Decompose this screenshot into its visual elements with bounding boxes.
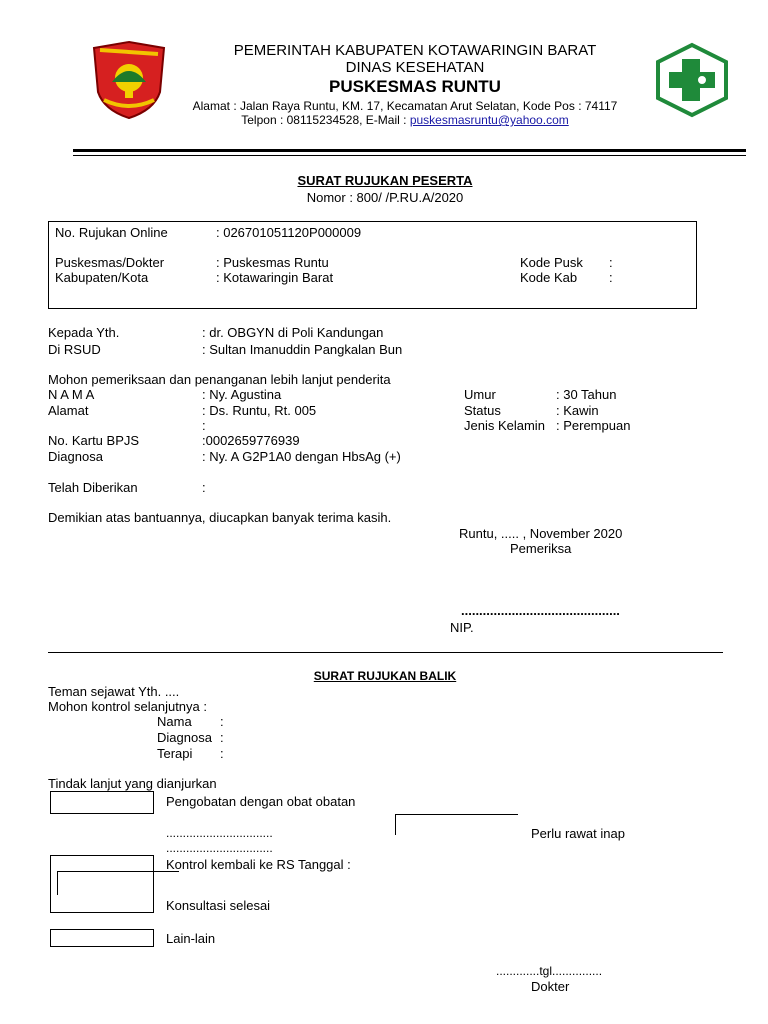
header-divider-thick bbox=[73, 149, 746, 152]
status-value: : Kawin bbox=[556, 403, 599, 418]
opt-lain-lain: Lain-lain bbox=[166, 931, 216, 946]
rawat-inap-checkbox-side bbox=[395, 814, 396, 835]
signature-line: ............................................ bbox=[461, 603, 620, 618]
letter-title: SURAT RUJUKAN PESERTA bbox=[297, 173, 473, 188]
contact-prefix: Telpon : 08115234528, E-Mail : bbox=[241, 113, 410, 127]
rujukan-value: : 026701051120P000009 bbox=[216, 225, 362, 240]
bpjs-value: :0002659776939 bbox=[202, 433, 300, 448]
examiner-role: Pemeriksa bbox=[510, 541, 572, 556]
closing-text: Demikian atas bantuannya, diucapkan banyak terima kasih. bbox=[48, 510, 392, 525]
opt-konsultasi-selesai: Konsultasi selesai bbox=[166, 898, 271, 913]
dokter-label: Dokter bbox=[531, 979, 570, 994]
alamat-value-2: : bbox=[202, 418, 206, 433]
nip-label: NIP. bbox=[450, 620, 474, 635]
kepada-label: Kepada Yth. bbox=[48, 325, 120, 340]
balik-title: SURAT RUJUKAN BALIK bbox=[313, 669, 457, 683]
balik-greeting: Teman sejawat Yth. .... bbox=[48, 684, 180, 699]
kode-kab-label: Kode Kab bbox=[520, 270, 578, 285]
balik-diagnosa-label: Diagnosa bbox=[157, 730, 212, 745]
email-link[interactable]: puskesmasruntu@yahoo.com bbox=[409, 113, 569, 127]
status-label: Status bbox=[464, 403, 501, 418]
puskesmas-logo bbox=[654, 42, 730, 118]
kode-pusk-label: Kode Pusk bbox=[520, 255, 583, 270]
kode-kab-value: : bbox=[609, 270, 613, 285]
checkbox-pengobatan[interactable] bbox=[50, 791, 154, 814]
alamat-label: Alamat bbox=[48, 403, 89, 418]
checkbox-kontrol-konsultasi[interactable] bbox=[50, 855, 154, 913]
balik-terapi-colon: : bbox=[220, 746, 224, 761]
balik-kontrol: Mohon kontrol selanjutnya : bbox=[48, 699, 207, 714]
balik-diagnosa-colon: : bbox=[220, 730, 224, 745]
rawat-inap-checkbox-top[interactable] bbox=[395, 814, 518, 815]
opt-pengobatan: Pengobatan dengan obat obatan bbox=[166, 794, 356, 809]
diagnosa-value: : Ny. A G2P1A0 dengan HbsAg (+) bbox=[202, 449, 401, 464]
kabupaten-label: Kabupaten/Kota bbox=[55, 270, 149, 285]
kepada-value: : dr. OBGYN di Poli Kandungan bbox=[202, 325, 384, 340]
rsud-value: : Sultan Imanuddin Pangkalan Bun bbox=[202, 342, 403, 357]
rsud-label: Di RSUD bbox=[48, 342, 101, 357]
kotawaringin-barat-emblem bbox=[90, 40, 168, 120]
dots-line-1: ................................ bbox=[166, 826, 273, 840]
checkbox-lain-lain[interactable] bbox=[50, 929, 154, 947]
rujukan-label: No. Rujukan Online bbox=[55, 225, 168, 240]
dots-line-2: ................................ bbox=[166, 841, 273, 855]
balik-nama-colon: : bbox=[220, 714, 224, 729]
nama-label: N A M A bbox=[48, 387, 95, 402]
department-title: DINAS KESEHATAN bbox=[345, 59, 485, 76]
kode-pusk-value: : bbox=[609, 255, 613, 270]
bpjs-label: No. Kartu BPJS bbox=[48, 433, 140, 448]
diberikan-label: Telah Diberikan bbox=[48, 480, 138, 495]
inner-checkbox-top bbox=[57, 871, 179, 872]
letter-number: Nomor : 800/ /P.RU.A/2020 bbox=[306, 190, 464, 205]
tindak-lanjut-label: Tindak lanjut yang dianjurkan bbox=[48, 776, 217, 791]
puskesmas-value: : Puskesmas Runtu bbox=[216, 255, 329, 270]
section-divider bbox=[48, 652, 723, 653]
inner-checkbox-side bbox=[57, 871, 58, 895]
header-divider-thin bbox=[73, 155, 746, 156]
gov-title: PEMERINTAH KABUPATEN KOTAWARINGIN BARAT bbox=[233, 42, 597, 59]
tgl-line: .............tgl............... bbox=[496, 964, 603, 978]
jenis-kelamin-label: Jenis Kelamin bbox=[464, 418, 545, 433]
opt-rawat-inap: Perlu rawat inap bbox=[531, 826, 625, 841]
diagnosa-label: Diagnosa bbox=[48, 449, 103, 464]
nama-value: : Ny. Agustina bbox=[202, 387, 282, 402]
puskesmas-label: Puskesmas/Dokter bbox=[55, 255, 165, 270]
opt-kontrol-kembali: Kontrol kembali ke RS Tanggal : bbox=[166, 857, 351, 872]
jenis-kelamin-value: : Perempuan bbox=[556, 418, 631, 433]
balik-nama-label: Nama bbox=[157, 714, 192, 729]
diberikan-value: : bbox=[202, 480, 206, 495]
address-line: Alamat : Jalan Raya Runtu, KM. 17, Kecamatan Arut Selatan, Kode Pos : 74117 bbox=[192, 99, 618, 113]
alamat-value: : Ds. Runtu, Rt. 005 bbox=[202, 403, 317, 418]
place-date: Runtu, ..... , November 2020 bbox=[459, 526, 623, 541]
institution-title: PUSKESMAS RUNTU bbox=[329, 77, 501, 96]
kabupaten-value: : Kotawaringin Barat bbox=[216, 270, 334, 285]
umur-value: : 30 Tahun bbox=[556, 387, 617, 402]
contact-line bbox=[160, 113, 650, 128]
umur-label: Umur bbox=[464, 387, 496, 402]
patient-intro: Mohon pemeriksaan dan penanganan lebih lanjut penderita bbox=[48, 372, 391, 387]
balik-terapi-label: Terapi bbox=[157, 746, 193, 761]
